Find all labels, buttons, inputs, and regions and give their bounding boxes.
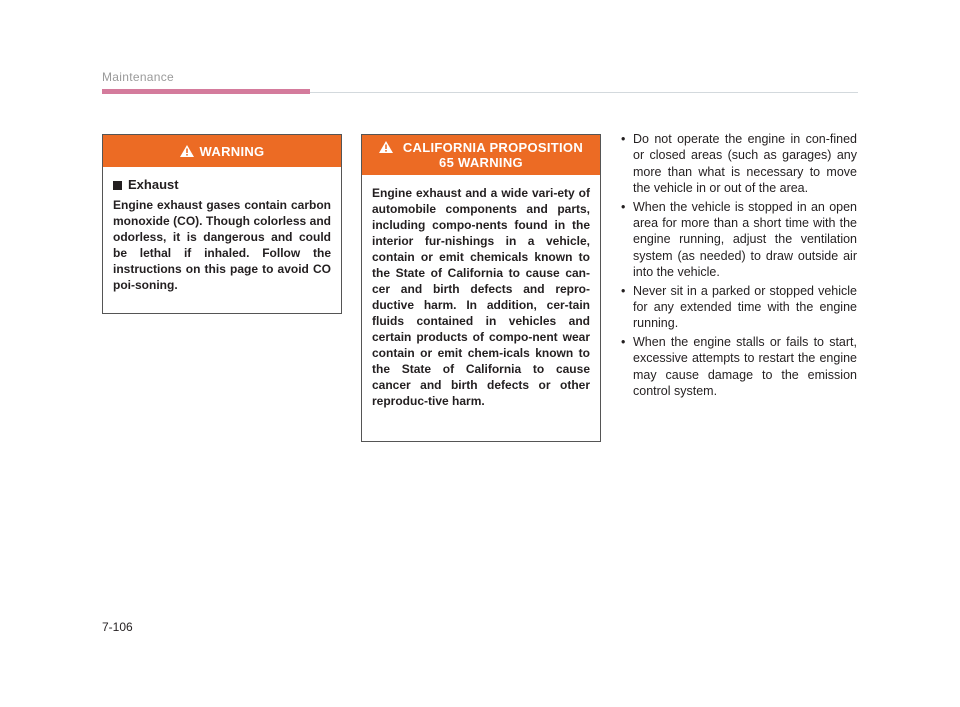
warning-subheading-text: Exhaust <box>128 177 179 192</box>
california-box-body: Engine exhaust and a wide vari-ety of automobile components and parts, including compo-nents found in the interior fur-nishings in a vehicle, contain or emit chemicals known to the State of California to cause can-cer and birth defects and repro-ductive harm. In addition, cer-tain fluids contained in vehicles and certain products of compo-nent wear contain or emit chem-icals known to the State of California to cause cancer and birth defects or other reproduc-tive harm. <box>372 186 590 408</box>
square-bullet-icon <box>113 181 122 190</box>
warning-title: WARNING <box>199 143 265 159</box>
warning-triangle-icon <box>379 141 393 153</box>
exhaust-safety-list <box>619 131 857 402</box>
california-warning-box <box>361 134 601 442</box>
california-title-line2: 65 WARNING <box>439 155 523 170</box>
california-box-header <box>362 135 600 175</box>
list-item: • Do not operate the engine in con-fined or closed areas (such as garages) any more than what is necessary to move the vehicle in or out of the area. <box>621 132 857 196</box>
warning-triangle-icon <box>180 145 194 157</box>
list-item: • When the vehicle is stopped in an open area for more than a short time with the engine running, adjust the ventilation system (as needed) to draw outside air into the vehicle. <box>621 199 857 280</box>
warning-box <box>102 134 342 314</box>
california-title-line1-wrap <box>379 140 583 155</box>
header-accent-rule <box>102 89 310 94</box>
list-item: • When the engine stalls or fails to start, excessive attempts to restart the engine may cause damage to the emission control system. <box>621 334 857 399</box>
warning-text: Engine exhaust gases contain carbon monoxide (CO). Though colorless and odorless, it is dangerous and could be lethal if inhaled. Follow the instructions on this page to avoid CO poi-soning. <box>113 198 331 292</box>
warning-subheading <box>113 177 331 193</box>
header-thin-rule <box>310 92 858 93</box>
warning-box-body <box>103 167 341 303</box>
list-item: • Never sit in a parked or stopped vehicle for any extended time with the engine running. <box>621 283 857 331</box>
page-number: 7-106 <box>102 620 133 634</box>
section-title: Maintenance <box>102 70 175 84</box>
warning-box-header <box>103 135 341 167</box>
california-title-line1: CALIFORNIA PROPOSITION <box>402 140 584 155</box>
